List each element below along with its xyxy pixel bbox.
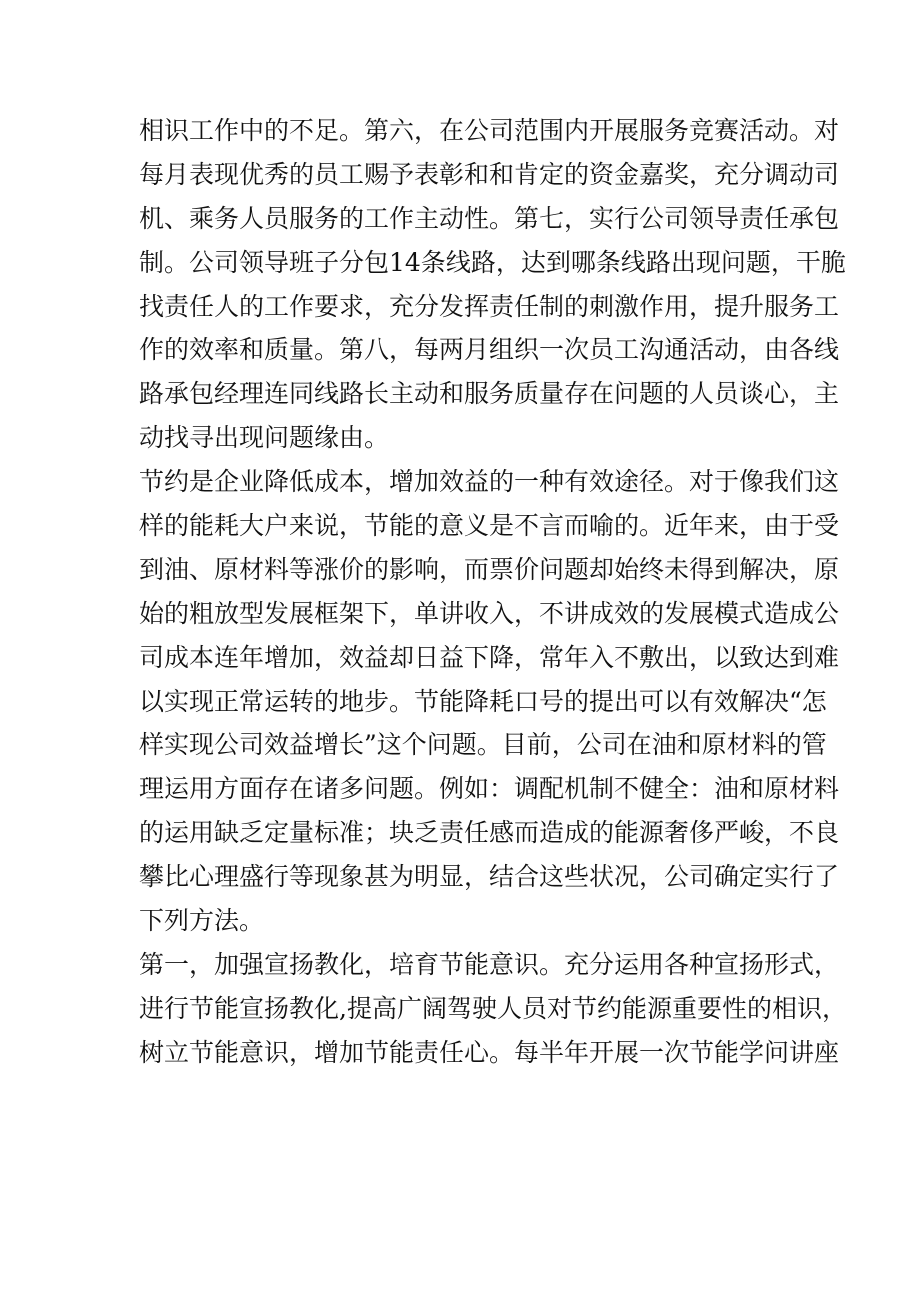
text-line: 制。公司领导班子分包14条线路，达到哪条线路出现问题，干脆: [139, 247, 846, 277]
text-line: 机、乘务人员服务的工作主动性。第七，实行公司领导责任承包: [139, 203, 840, 233]
text-line: 攀比心理盛行等现象甚为明显，结合这些状况，公司确定实行了: [139, 862, 840, 892]
text-line: 以实现正常运转的地步。节能降耗口号的提出可以有效解决“怎: [139, 686, 827, 716]
text-line: 节约是企业降低成本，增加效益的一种有效途径。对于像我们这: [139, 467, 840, 497]
text-line: 司成本连年增加，效益却日益下降，常年入不敷出，以致达到难: [139, 642, 840, 672]
paragraph-1: [139, 109, 846, 460]
text-line: 理运用方面存在诸多问题。例如：调配机制不健全：油和原材料: [139, 774, 840, 804]
text-line: 的运用缺乏定量标准；块乏责任感而造成的能源奢侈严峻，不良: [139, 818, 840, 848]
document-body: [139, 109, 847, 1075]
text-line: 每月表现优秀的员工赐予表彰和和肯定的资金嘉奖，充分调动司: [139, 159, 840, 189]
text-line: 进行节能宣扬教化,提高广阔驾驶人员对节约能源重要性的相识，: [139, 993, 847, 1023]
text-line: 下列方法。: [139, 906, 265, 936]
text-line: 到油、原材料等涨价的影响，而票价问题却始终未得到解决，原: [139, 554, 840, 584]
paragraph-2: [139, 460, 840, 943]
text-line: 相识工作中的不足。第六，在公司范围内开展服务竞赛活动。对: [139, 116, 840, 145]
text-line: 样的能耗大户来说，节能的意义是不言而喻的。近年来，由于受: [139, 511, 840, 541]
text-line: 作的效率和质量。第八，每两月组织一次员工沟通活动，由各线: [139, 335, 840, 365]
text-line: 找责任人的工作要求，充分发挥责任制的刺激作用，提升服务工: [139, 291, 840, 321]
text-line: 第一，加强宣扬教化，培育节能意识。充分运用各种宣扬形式，: [139, 949, 840, 979]
paragraph-3: [139, 943, 847, 1075]
text-line: 动找寻出现问题缘由。: [139, 423, 390, 453]
text-line: 样实现公司效益增长”这个问题。目前，公司在油和原材料的管: [139, 730, 827, 760]
text-line: 路承包经理连同线路长主动和服务质量存在问题的人员谈心，主: [139, 379, 840, 409]
text-line: 树立节能意识，增加节能责任心。每半年开展一次节能学问讲座: [139, 1037, 840, 1067]
text-line: 始的粗放型发展框架下，单讲收入，不讲成效的发展模式造成公: [139, 598, 840, 628]
